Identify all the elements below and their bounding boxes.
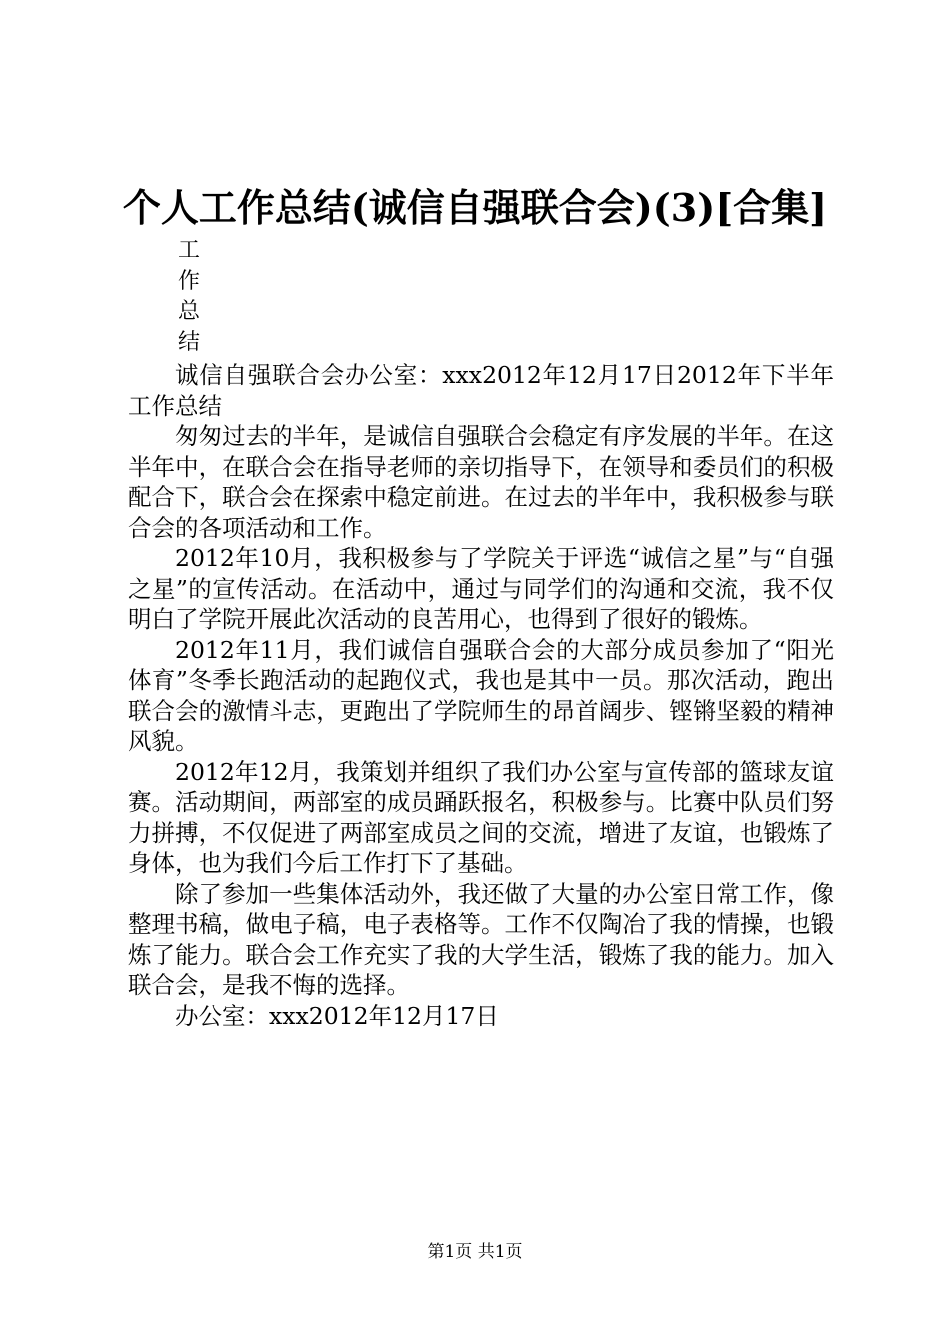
- december-paragraph: 2012年12月，我策划并组织了我们办公室与宣传部的篮球友谊赛。活动期间，两部室的成员踊跃报名，积极参与。比赛中队员们努力拼搏，不仅促进了两部室成员之间的交流，增进了友谊，也锻炼了身体，也为我们今后工作打下了基础。: [128, 757, 834, 877]
- intro-paragraph: 匆匆过去的半年，是诚信自强联合会稳定有序发展的半年。在这半年中，在联合会在指导老师的亲切指导下，在领导和委员们的积极配合下，联合会在探索中稳定前进。在过去的半年中，我积极参与联合会的各项活动和工作。: [128, 422, 834, 542]
- heading-char: 总: [178, 299, 201, 324]
- page-title: 个人工作总结(诚信自强联合会)(3)[合集]: [122, 185, 828, 230]
- page-number: 第1页 共1页: [427, 1242, 523, 1262]
- october-paragraph: 2012年10月，我积极参与了学院关于评选“诚信之星”与“自强之星”的宣传活动。在活动中，通过与同学们的沟通和交流，我不仅明白了学院开展此次活动的良苦用心，也得到了很好的锻炼。: [128, 544, 834, 633]
- heading-char: 结: [178, 329, 201, 355]
- daily-work-paragraph: 除了参加一些集体活动外，我还做了大量的办公室日常工作，像整理书稿，做电子稿，电子表格等。工作不仅陶冶了我的情操，也锻炼了能力。联合会工作充实了我的大学生活，锻炼了我的能力。加入联合会，是我不悔的选择。: [128, 879, 834, 999]
- november-paragraph: 2012年11月，我们诚信自强联合会的大部分成员参加了“阳光体育”冬季长跑活动的起跑仪式，我也是其中一员。那次活动，跑出联合会的激情斗志，更跑出了学院师生的昂首阔步、铿锵坚毅的精神风貌。: [128, 635, 834, 755]
- document-body: [128, 360, 834, 1031]
- heading-char: 工: [178, 238, 201, 263]
- signature-paragraph: 办公室：xxx2012年12月17日: [175, 1001, 499, 1030]
- header-line-paragraph: 诚信自强联合会办公室：xxx2012年12月17日2012年下半年工作总结: [128, 361, 834, 420]
- vertical-heading: [178, 236, 208, 358]
- heading-char: 作: [178, 268, 201, 294]
